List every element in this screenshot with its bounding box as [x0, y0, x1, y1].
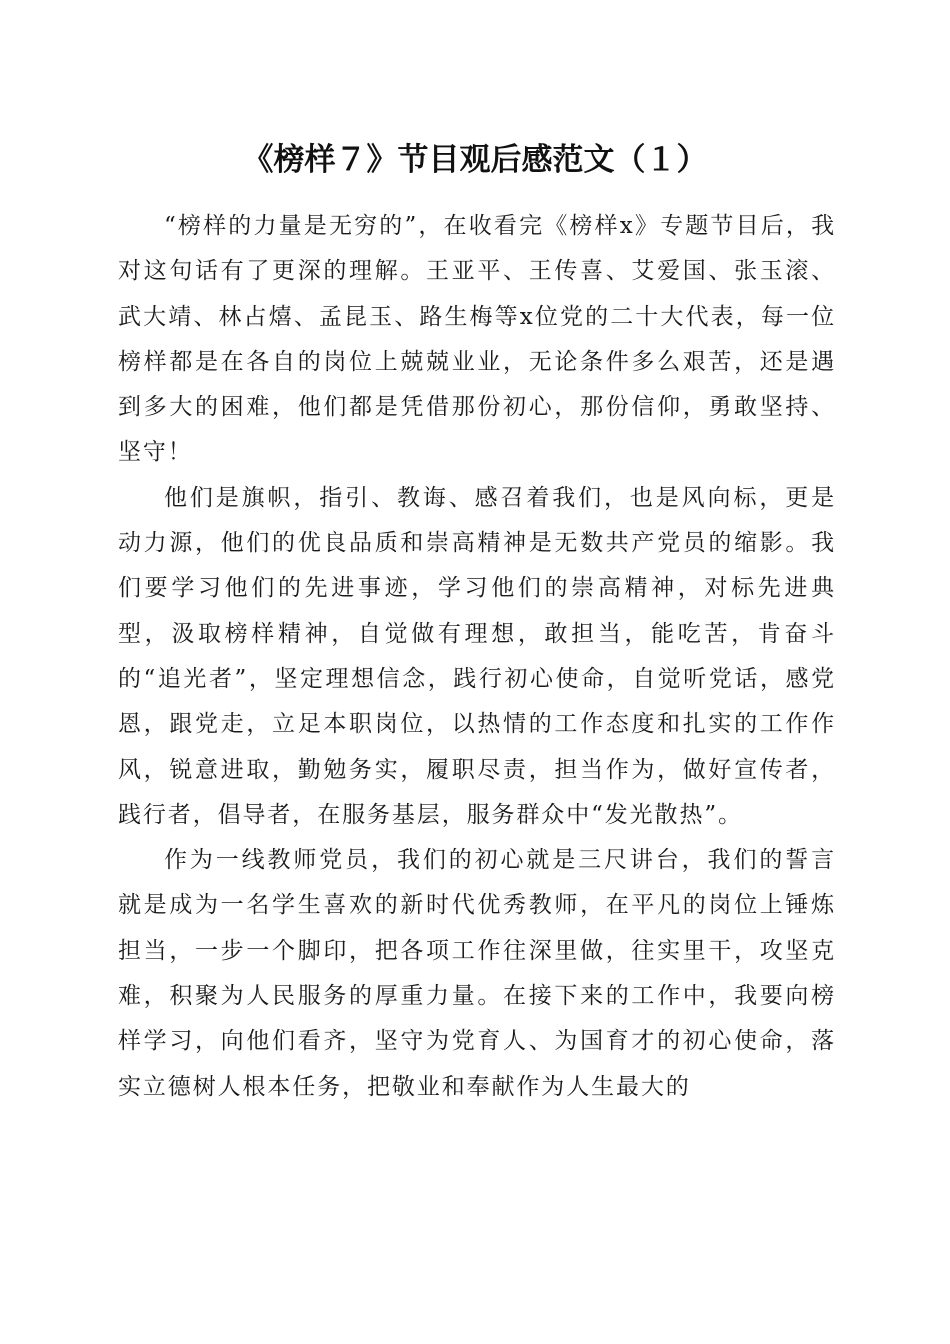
document-body: [118, 204, 836, 1110]
paragraph-2: 他们是旗帜，指引、教诲、感召着我们，也是风向标，更是动力源，他们的优良品质和崇高精神是无数共产党员的缩影。我们要学习他们的先进事迹，学习他们的崇高精神，对标先进典型，汲取榜样精神，自觉做有理想，敢担当，能吃苦，肯奋斗的“追光者”，坚定理想信念，践行初心使命，自觉听党话，感党恩，跟党走，立足本职岗位，以热情的工作态度和扎实的工作作风，锐意进取，勤勉务实，履职尽责，担当作为，做好宣传者，践行者，倡导者，在服务基层，服务群众中“发光散热”。: [118, 484, 836, 828]
document-title: 《榜样７》节目观后感范文（１）: [242, 142, 708, 178]
paragraph-3: 作为一线教师党员，我们的初心就是三尺讲台，我们的誓言就是成为一名学生喜欢的新时代优秀教师，在平凡的岗位上锤炼担当，一步一个脚印，把各项工作往深里做，往实里干，攻坚克难，积聚为人民服务的厚重力量。在接下来的工作中，我要向榜样学习，向他们看齐，坚守为党育人、为国育才的初心使命，落实立德树人根本任务，把敬业和奉献作为人生最大的: [118, 847, 836, 1100]
paragraph-1: “榜样的力量是无穷的”，在收看完《榜样x》专题节目后，我对这句话有了更深的理解。王亚平、王传喜、艾爱国、张玉滚、武大靖、林占熺、孟昆玉、路生梅等x位党的二十大代表，每一位榜样都是在各自的岗位上兢兢业业，无论条件多么艰苦，还是遇到多大的困难，他们都是凭借那份初心，那份信仰，勇敢坚持、坚守！: [118, 213, 836, 466]
